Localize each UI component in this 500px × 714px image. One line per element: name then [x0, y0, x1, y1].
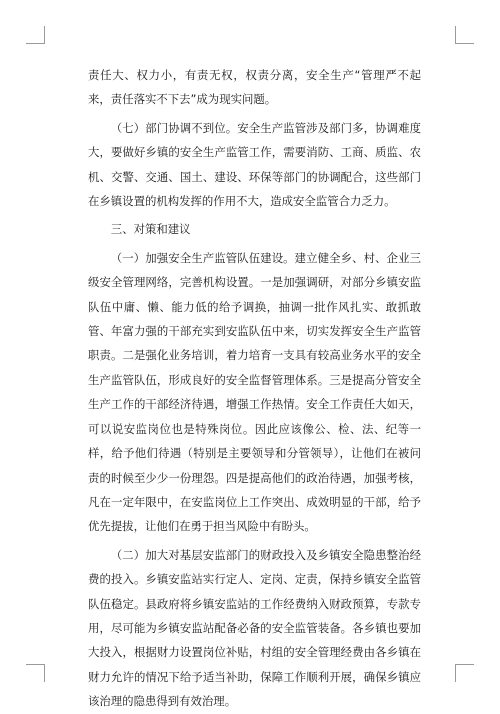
section-heading: 三、对策和建议	[110, 222, 191, 237]
paragraph-team-building: （一）加强安全生产监管队伍建设。建立健全乡、村、企业三级安全管理网络，完善机构设置。一是加强调研，对部分乡镇安监队伍中庸、懒、能力低的给予调换，抽调一批作风扎实、敢抓敢管、年富力强的干部充实到安监队伍中来，切实发挥安全生产监管职责。二是强化业务培训，着力培育一支具有较高业务水平的安全生产监管队伍，形成良好的安全监督管理体系。三是提高分管安全生产工作的干部经济待遇，增强工作热情。安全工作责任大如天，可以说安监岗位也是特殊岗位。因此应该像公、检、法、纪等一样，给予他们待遇（特别是主要领导和分管领导），让他们在被问责的时候至少少一份理怨。四是提高他们的政治待遇，加强考核，凡在一定年限中，在安监岗位上工作突出、成效明显的干部，给予优先提拔，让他们在勇于担当风险中有盼头。	[88, 250, 421, 534]
paragraph-responsibility: 责任大、权力小，有责无权，权责分离，安全生产“管理严不起来，责任落实不下去”成为现实问题。	[88, 68, 421, 107]
paragraph-funding: （二）加大对基层安监部门的财政投入及乡镇安全隐患整治经费的投入。乡镇安监站实行定人、定岗、定责，保持乡镇安全监管队伍稳定。县政府将乡镇安监站的工作经费纳入财政预算，专款专用，尽可能为乡镇安监站配备必备的安全监管装备。各乡镇也要加大投入，根据财力设置岗位补贴，村组的安全管理经费由各乡镇在财力允许的情况下给予适当补助，保障工作顺利开展，确保乡镇应该治理的隐患得到有效治理。	[88, 547, 421, 709]
document-body	[88, 63, 421, 714]
paragraph-coordination: （七）部门协调不到位。安全生产监管涉及部门多，协调难度大，要做好乡镇的安全生产监管工作，需要消防、工商、质监、农机、交警、交通、国土、建设、环保等部门的协调配合，这些部门在乡镇设置的机构发挥的作用不大，造成安全监管合力乏力。	[88, 120, 421, 209]
